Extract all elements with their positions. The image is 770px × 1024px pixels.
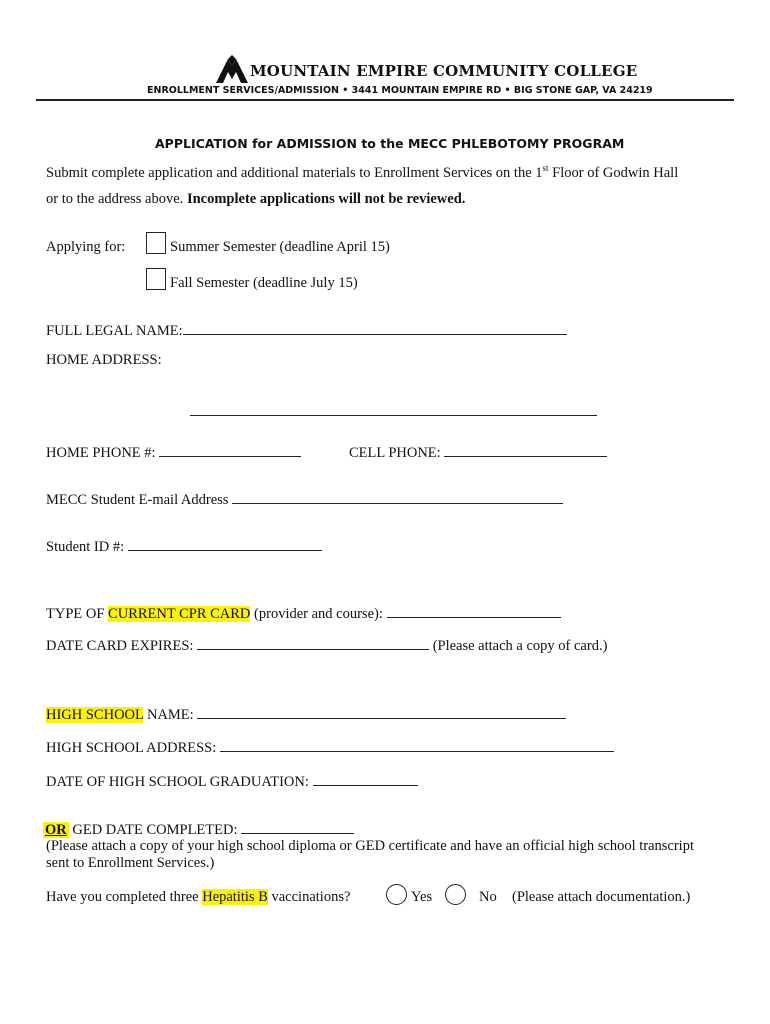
home-phone-input[interactable] bbox=[159, 442, 301, 457]
instructions-line-2 bbox=[46, 190, 465, 208]
student-id-field bbox=[46, 536, 322, 556]
instructions-warning: Incomplete applications will not be reviewed. bbox=[186, 191, 466, 207]
high-school-address-label: HIGH SCHOOL ADDRESS: bbox=[46, 740, 217, 756]
student-id-label: Student ID #: bbox=[46, 539, 125, 555]
student-id-input[interactable] bbox=[128, 536, 322, 551]
ged-or-highlight: OR bbox=[45, 822, 67, 838]
cell-phone-label: CELL PHONE: bbox=[349, 445, 441, 461]
fall-semester-label: Fall Semester (deadline July 15) bbox=[170, 275, 358, 291]
full-legal-name-label: FULL LEGAL NAME: bbox=[46, 323, 183, 339]
cpr-card-label-end: (provider and course): bbox=[250, 606, 383, 622]
high-school-address-input[interactable] bbox=[220, 737, 614, 752]
high-school-name-field bbox=[46, 704, 566, 724]
ged-field bbox=[43, 819, 354, 839]
graduation-date-field bbox=[46, 771, 418, 791]
graduation-date-label: DATE OF HIGH SCHOOL GRADUATION: bbox=[46, 774, 309, 790]
high-school-name-label: NAME: bbox=[143, 707, 194, 723]
cell-phone-field bbox=[349, 442, 607, 462]
hepatitis-question bbox=[46, 888, 350, 906]
ged-label: GED DATE COMPLETED: bbox=[68, 822, 238, 838]
graduation-date-input[interactable] bbox=[313, 771, 418, 786]
cpr-card-highlight: CURRENT CPR CARD bbox=[108, 606, 251, 622]
hepatitis-no-radio[interactable] bbox=[445, 884, 466, 905]
student-email-input[interactable] bbox=[232, 489, 563, 504]
hepatitis-no-label: No bbox=[479, 889, 497, 905]
cpr-card-field bbox=[46, 603, 561, 623]
instructions-superscript: st bbox=[542, 163, 549, 174]
hepatitis-yes-label: Yes bbox=[411, 889, 433, 905]
hepatitis-note: (Please attach documentation.) bbox=[512, 889, 691, 905]
student-email-field bbox=[46, 489, 563, 509]
high-school-address-field bbox=[46, 737, 614, 757]
header-divider bbox=[36, 99, 734, 101]
summer-semester-checkbox[interactable] bbox=[146, 232, 166, 254]
applying-for-label: Applying for: bbox=[46, 239, 126, 255]
instructions-text: or to the address above. bbox=[46, 191, 187, 207]
card-expires-input[interactable] bbox=[197, 635, 429, 650]
instructions-text: Submit complete application and additional materials to Enrollment Services on the 1 bbox=[46, 165, 543, 181]
high-school-highlight: HIGH SCHOOL bbox=[46, 707, 144, 723]
card-expires-note: (Please attach a copy of card.) bbox=[432, 638, 608, 654]
college-address: ENROLLMENT SERVICES/ADMISSION • 3441 MOUNTAIN EMPIRE RD • BIG STONE GAP, VA 24219 bbox=[147, 85, 653, 96]
student-email-label: MECC Student E-mail Address bbox=[46, 492, 229, 508]
full-legal-name-input[interactable] bbox=[183, 320, 567, 335]
form-title: APPLICATION for ADMISSION to the MECC PHLEBOTOMY PROGRAM bbox=[155, 136, 625, 151]
college-name: MOUNTAIN EMPIRE COMMUNITY COLLEGE bbox=[250, 62, 638, 80]
instructions-line-1 bbox=[46, 164, 678, 182]
home-address-label: HOME ADDRESS: bbox=[46, 352, 162, 368]
ged-date-input[interactable] bbox=[241, 819, 354, 834]
home-address-input[interactable] bbox=[190, 401, 597, 416]
high-school-name-input[interactable] bbox=[197, 704, 566, 719]
home-phone-label: HOME PHONE #: bbox=[46, 445, 156, 461]
hepatitis-yes-radio[interactable] bbox=[386, 884, 407, 905]
hepatitis-label-end: vaccinations? bbox=[267, 889, 351, 905]
card-expires-field bbox=[46, 635, 607, 655]
mountain-logo-icon bbox=[216, 55, 248, 83]
summer-semester-label: Summer Semester (deadline April 15) bbox=[170, 239, 390, 255]
cell-phone-input[interactable] bbox=[444, 442, 607, 457]
ged-note-line-2: sent to Enrollment Services.) bbox=[46, 855, 215, 871]
card-expires-label: DATE CARD EXPIRES: bbox=[46, 638, 194, 654]
instructions-text-end: Floor of Godwin Hall bbox=[548, 165, 679, 181]
fall-semester-checkbox[interactable] bbox=[146, 268, 166, 290]
hepatitis-label: Have you completed three bbox=[46, 889, 203, 905]
home-phone-field bbox=[46, 442, 301, 462]
full-legal-name-field bbox=[46, 320, 567, 340]
cpr-card-label: TYPE OF bbox=[46, 606, 109, 622]
cpr-card-input[interactable] bbox=[387, 603, 561, 618]
ged-note-line-1: (Please attach a copy of your high school diploma or GED certificate and have an official high school transcript bbox=[46, 838, 694, 854]
hepatitis-highlight: Hepatitis B bbox=[202, 889, 268, 905]
